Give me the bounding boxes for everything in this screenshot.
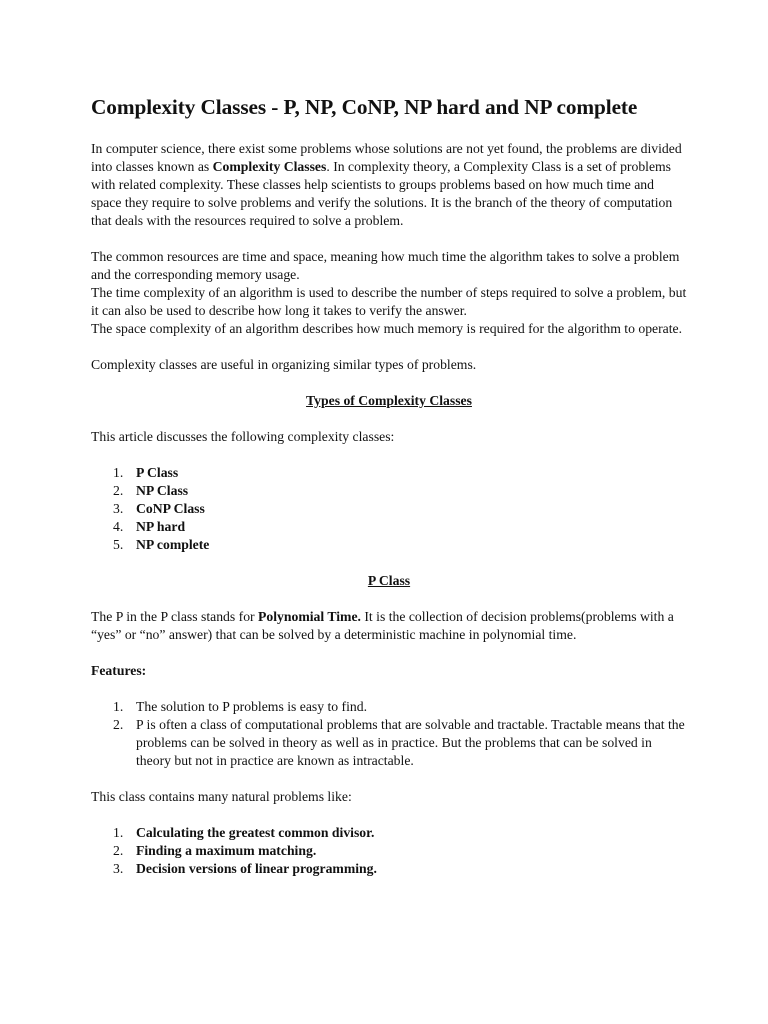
list-number: 1. (113, 699, 124, 714)
list-item (91, 860, 687, 878)
pclass-text-1: The P in the P class stands for (91, 609, 259, 624)
list-item (91, 716, 687, 770)
resources-line-3: The space complexity of an algorithm describes how much memory is required for the algorithm to operate. (91, 321, 683, 336)
list-item (91, 842, 687, 860)
resources-line-1: The common resources are time and space, meaning how much time the algorithm takes to solve a problem and the corresponding memory usage. (91, 249, 680, 282)
natural-problems-list (91, 824, 687, 878)
list-item-text: Decision versions of linear programming. (136, 861, 377, 876)
list-item-text: Finding a maximum matching. (136, 843, 317, 858)
list-item-label: NP complete (136, 537, 210, 552)
list-number: 5. (113, 537, 124, 552)
features-list (91, 698, 687, 770)
list-number: 2. (113, 717, 124, 732)
pclass-text-2: It is the collection of decision problems(problems with a “yes” or “no” answer) that can be solved by a deterministic machine in polynomial time. (91, 609, 674, 642)
usefulness-paragraph: Complexity classes are useful in organizing similar types of problems. (91, 357, 477, 372)
list-number: 2. (113, 483, 124, 498)
pclass-heading-text: P Class (367, 573, 411, 588)
list-number: 1. (113, 825, 124, 840)
list-item-text: P is often a class of computational problems that are solvable and tractable. Tractable means that the problems can be solved in theory as well as in practice. But the problems that can be solved in theory but not in practice are known as intractable. (136, 717, 685, 768)
list-item-label: NP hard (136, 519, 186, 534)
intro-bold-term: Complexity Classes (212, 159, 327, 174)
list-item-label: CoNP Class (136, 501, 205, 516)
types-heading-text: Types of Complexity Classes (306, 393, 472, 408)
list-number: 3. (113, 501, 124, 516)
list-item (91, 500, 687, 518)
list-item-text: Calculating the greatest common divisor. (136, 825, 375, 840)
list-number: 4. (113, 519, 124, 534)
pclass-heading (91, 572, 687, 590)
list-item-label: NP Class (136, 483, 189, 498)
resources-line-2: The time complexity of an algorithm is used to describe the number of steps required to solve a problem, but it can also be used to describe how long it takes to verify the answer. (91, 285, 687, 318)
pclass-bold-term: Polynomial Time. (258, 609, 361, 624)
types-intro: This article discusses the following complexity classes: (91, 429, 395, 444)
types-heading (91, 392, 687, 410)
list-number: 2. (113, 843, 124, 858)
list-item-label: P Class (136, 465, 179, 480)
list-number: 3. (113, 861, 124, 876)
pclass-paragraph (91, 608, 687, 644)
list-item (91, 464, 687, 482)
page-title: Complexity Classes - P, NP, CoNP, NP hard and NP complete (91, 95, 638, 119)
list-number: 1. (113, 465, 124, 480)
intro-text-2: . In complexity theory, a Complexity Class is a set of problems with related complexity. These classes help scientists to groups problems based on how much time and space they require to solve problems and verify the solutions. It is the branch of the theory of computation that deals with the resources required to solve a problem. (91, 159, 673, 228)
list-item (91, 482, 687, 500)
intro-paragraph (91, 140, 687, 230)
list-item (91, 698, 687, 716)
intro-text-1: In computer science, there exist some problems whose solutions are not yet found, the problems are divided into classes known as (91, 141, 682, 174)
features-heading: Features: (91, 663, 147, 678)
list-item (91, 536, 687, 554)
list-item (91, 824, 687, 842)
natural-intro: This class contains many natural problems like: (91, 789, 352, 804)
list-item-text: The solution to P problems is easy to find. (136, 699, 368, 714)
list-item (91, 518, 687, 536)
document-content (91, 93, 687, 878)
types-list (91, 464, 687, 554)
